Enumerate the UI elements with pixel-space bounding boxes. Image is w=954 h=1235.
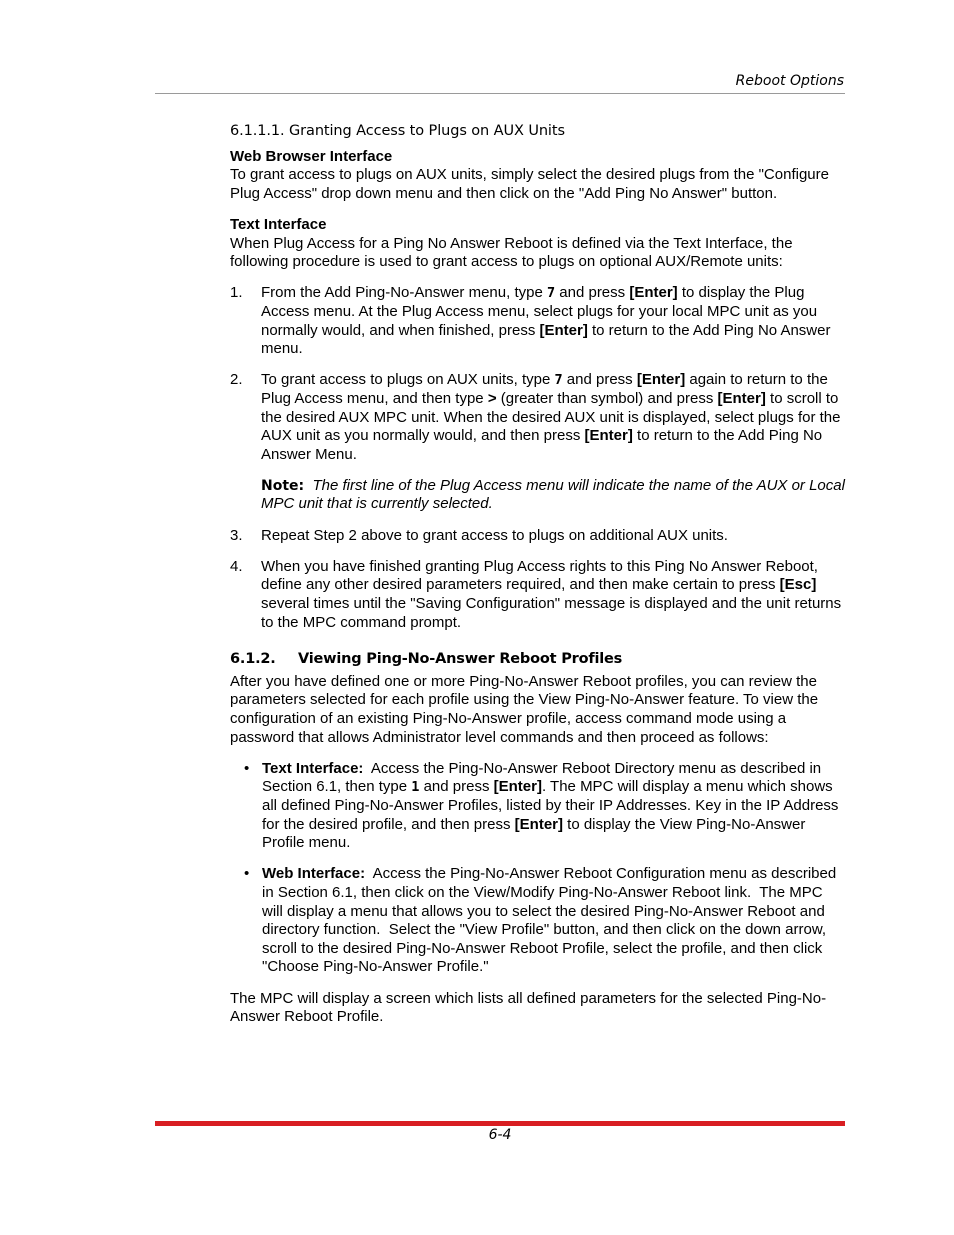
subhead-web-browser-interface: Web Browser Interface	[230, 147, 393, 165]
step-number: 3.	[230, 526, 243, 544]
note-text: The first line of the Plug Access menu will indicate the name of the AUX or Local MPC unit that is currently selected.	[261, 476, 845, 513]
step-text: From the Add Ping-No-Answer menu, type	[261, 284, 547, 302]
header-rule	[155, 93, 845, 94]
bullet-text: Access the Ping-No-Answer Reboot Directory menu as described in Section 6.1, then type	[262, 759, 826, 796]
procedure-steps	[230, 284, 846, 632]
section-title: Viewing Ping-No-Answer Reboot Profiles	[298, 651, 623, 668]
interface-bullets	[230, 760, 846, 977]
step-item-4	[230, 558, 846, 632]
paragraph-closing: The MPC will display a screen which lists all defined parameters for the selected Ping-No-Answer Reboot Profile.	[230, 989, 827, 1026]
step-text: When you have finished granting Plug Access rights to this Ping No Answer Reboot, define any other desired parameters required, and then make certain to press	[261, 557, 818, 594]
step-text: (greater than symbol) and press	[496, 389, 718, 407]
paragraph-web-browser-interface: To grant access to plugs on AUX units, simply select the desired plugs from the "Configure Plug Access" drop down menu and then click on the "Add Ping No Answer" button.	[230, 166, 829, 202]
step-key: [Enter]	[636, 371, 686, 389]
step-text: to scroll to the desired AUX MPC unit. When the desired AUX unit is displayed, select plugs for the AUX unit as you normally would, and then press	[261, 389, 841, 445]
step-key: [Enter]	[629, 284, 678, 302]
bullet-text: and press	[419, 778, 494, 796]
step-item-3	[230, 527, 846, 546]
bullet-key: [Enter]	[493, 778, 542, 796]
step-key: [Esc]	[779, 576, 817, 594]
step-text: Repeat Step 2 above to grant access to plugs on additional AUX units.	[261, 526, 728, 544]
note-block	[230, 477, 846, 514]
running-header-title: Reboot Options	[735, 73, 844, 89]
section-heading-6-1-2	[230, 650, 846, 669]
bullet-text: . The MPC will display a menu which shows all defined Ping-No-Answer Profiles, listed by their IP Addresses. Key in the IP Address for the desired profile, and then press	[262, 778, 839, 833]
page-body	[230, 122, 846, 1039]
footer-rule	[155, 1121, 845, 1126]
bullet-key: [Enter]	[514, 815, 563, 833]
subhead-text-interface: Text Interface	[230, 215, 327, 233]
step-code: 7	[546, 285, 556, 302]
step-number: 2.	[230, 371, 243, 389]
note-label: Note:	[261, 477, 305, 494]
step-code: 7	[554, 372, 563, 389]
step-text: again to return to the Plug Access menu, and then type	[261, 371, 828, 407]
paragraph-viewing-intro: After you have defined one or more Ping-No-Answer Reboot profiles, you can review the parameters selected for each profile using the View Ping-No-Answer feature. To view the configuration of an existing Ping-No-Answer profile, access command mode using a password that allows Administrator level commands and then proceed as follows:	[230, 672, 819, 746]
step-text: and press	[562, 371, 637, 389]
paragraph-text-interface: When Plug Access for a Ping No Answer Reboot is defined via the Text Interface, the following procedure is used to grant access to plugs on optional AUX/Remote units:	[230, 234, 793, 271]
step-number: 4.	[230, 557, 243, 575]
step-item-2	[230, 371, 846, 464]
step-text: to return to the Add Ping No Answer Menu.	[261, 427, 823, 463]
step-text: To grant access to plugs on AUX units, type	[261, 371, 555, 389]
bullet-label: Web Interface:	[262, 865, 366, 883]
bullet-code: 1	[411, 779, 420, 796]
step-text: to return to the Add Ping No Answer menu.	[261, 321, 831, 358]
step-key: >	[487, 389, 497, 407]
step-key: [Enter]	[539, 321, 588, 339]
section-number: 6.1.2.	[230, 651, 276, 668]
step-text: to display the Plug Access menu. At the Plug Access menu, select plugs for your local MPC unit as you normally would, and when finished, press	[261, 284, 818, 339]
step-text: and press	[555, 284, 630, 302]
step-item-1	[230, 284, 846, 358]
bullet-item-web-interface	[230, 865, 846, 977]
section-heading-6-1-1-1: 6.1.1.1. Granting Access to Plugs on AUX Units	[230, 123, 565, 139]
page-number: 6-4	[488, 1127, 512, 1143]
step-number: 1.	[230, 284, 243, 302]
bullet-label: Text Interface:	[262, 759, 364, 777]
bullet-text: to display the View Ping-No-Answer Profile menu.	[262, 815, 806, 852]
step-key: [Enter]	[717, 389, 766, 407]
bullet-marker: •	[244, 865, 250, 883]
step-text: several times until the "Saving Configuration" message is displayed and the unit returns to the MPC command prompt.	[261, 595, 842, 631]
bullet-item-text-interface	[230, 760, 846, 853]
bullet-marker: •	[244, 759, 250, 777]
bullet-text: Access the Ping-No-Answer Reboot Configuration menu as described in Section 6.1, then click on the View/Modify Ping-No-Answer Reboot link. The MPC will display a menu that allows you to select the desired Ping-No-Answer Reboot and directory function. Select the "View Profile" button, and then click on the down arrow, scroll to the desired Ping-No-Answer Reboot Profile, select the profile, and then click "Choose Ping-No-Answer Profile."	[262, 865, 841, 976]
step-key: [Enter]	[584, 427, 633, 445]
